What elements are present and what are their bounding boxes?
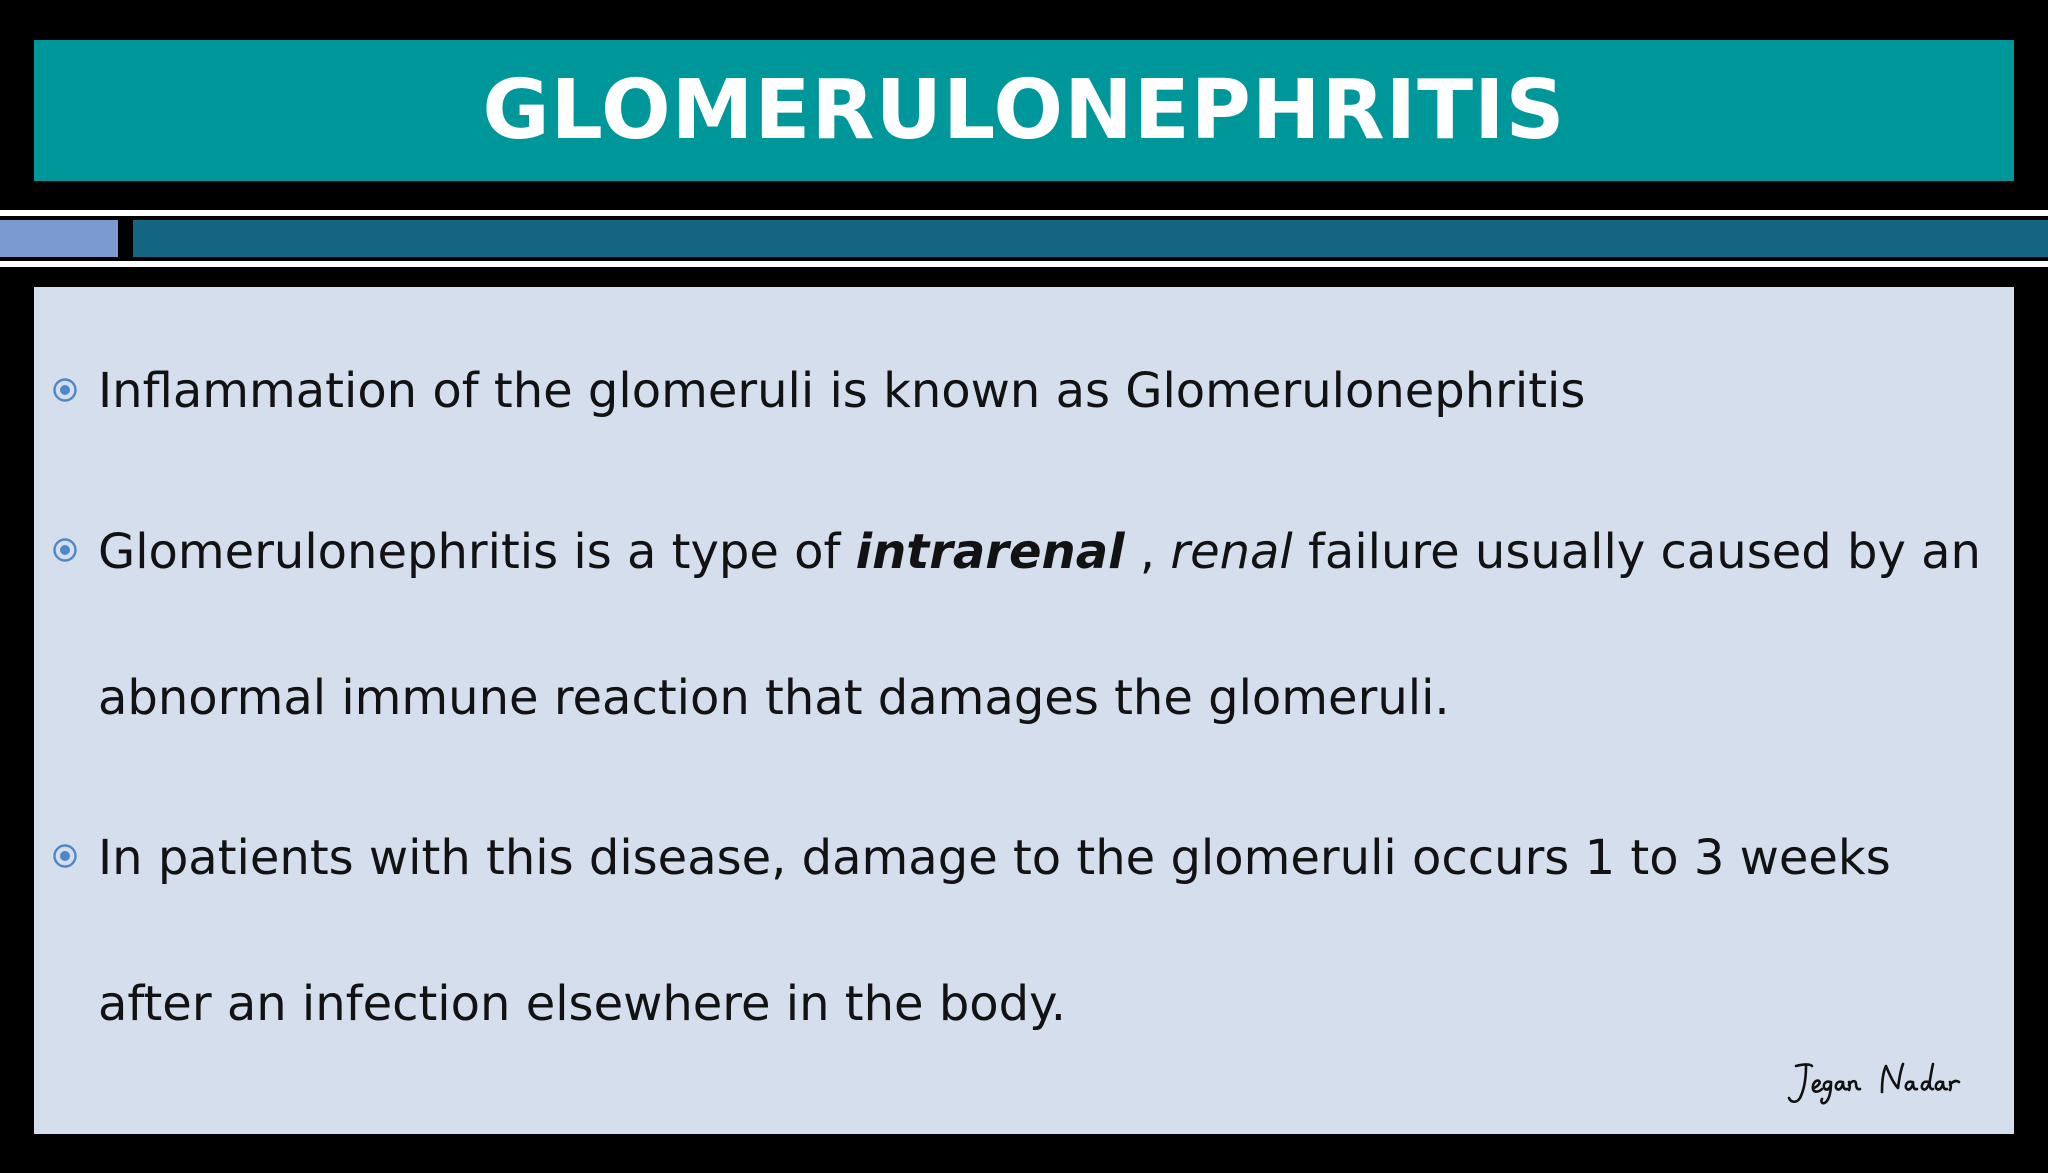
circled-dot-icon — [52, 537, 78, 563]
bullet-text-segment: , — [1124, 524, 1171, 580]
bullet-text-emphasis-bold: intrarenal — [855, 524, 1125, 580]
circled-dot-icon — [52, 843, 78, 869]
bullet-text-continuation: after an infection elsewhere in the body. — [98, 976, 1066, 1032]
bullet-text — [98, 524, 1981, 580]
slide-title: GLOMERULONEPHRITIS — [482, 62, 1566, 158]
bullet-text-continuation: abnormal immune reaction that damages the glomeruli. — [98, 670, 1450, 726]
signature — [1782, 1058, 1972, 1108]
title-bar — [34, 40, 2014, 181]
bullet-text-segment: Glomerulonephritis is a type of — [98, 524, 856, 580]
divider-line-bottom — [0, 261, 2048, 267]
bullet-text: In patients with this disease, damage to the glomeruli occurs 1 to 3 weeks — [98, 830, 1891, 886]
bullet-text-emphasis-italic: renal — [1170, 524, 1293, 580]
bullet-text: Inflammation of the glomeruli is known as Glomerulonephritis — [98, 363, 1586, 419]
divider-band-light — [0, 220, 118, 257]
bullet-text-segment: failure usually caused by an — [1292, 524, 1981, 580]
divider-line-top — [0, 210, 2048, 216]
circled-dot-icon — [52, 377, 78, 403]
content-panel — [34, 287, 2014, 1134]
divider-band-dark — [133, 220, 2048, 257]
